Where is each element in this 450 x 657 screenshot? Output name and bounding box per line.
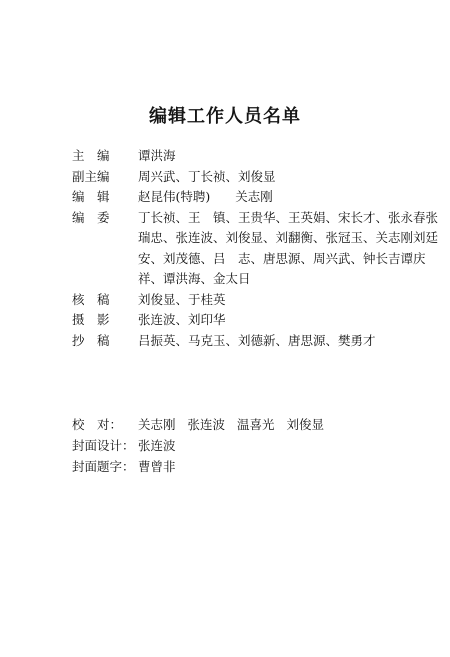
role-label: 编 辑 bbox=[72, 189, 110, 204]
credit-row-transcription bbox=[72, 331, 444, 352]
bottom-credits bbox=[72, 414, 444, 477]
role-names: 张连波、刘印华 bbox=[138, 312, 226, 327]
proofreader-name: 刘俊显 bbox=[286, 417, 325, 432]
role-label: 副主编 bbox=[72, 168, 110, 184]
credits-list bbox=[72, 146, 444, 351]
credit-row-photography bbox=[72, 310, 444, 331]
credit-row-deputy-editor bbox=[72, 167, 444, 188]
role-names: 吕振英、马克玉、刘德新、唐思源、樊勇才 bbox=[138, 332, 376, 348]
role-names: 周兴武、丁长祯、刘俊显 bbox=[138, 168, 276, 184]
proofread-label: 校 对： bbox=[72, 417, 123, 432]
role-label: 抄 稿 bbox=[72, 332, 110, 348]
proofreader-name: 温喜光 bbox=[237, 417, 275, 432]
credit-row-committee bbox=[72, 208, 444, 290]
page-title: 编辑工作人员名单 bbox=[149, 106, 301, 127]
role-names: 刘俊显、于桂英 bbox=[138, 291, 226, 307]
role-label: 主 编 bbox=[72, 148, 110, 163]
credit-row-review bbox=[72, 290, 444, 311]
role-names: 谭洪海 bbox=[138, 148, 176, 163]
credit-row-chief-editor bbox=[72, 146, 444, 167]
role-label: 核 稿 bbox=[72, 291, 110, 307]
proofreader-name: 关志刚 bbox=[138, 417, 176, 432]
cover-design-name: 张连波 bbox=[138, 438, 176, 453]
proofreader-name: 张连波 bbox=[187, 417, 226, 432]
cover-design-label: 封面设计： bbox=[72, 438, 135, 453]
role-names: 丁长祯、王 镇、王贵华、王英娟、宋长才、张永春张瑞忠、张连波、刘俊显、刘翻衡、张冠玉、关志刚刘廷安、刘茂德、吕 志、唐思源、周兴武、钟长吉谭庆祥、谭洪海、金太日 bbox=[138, 209, 439, 286]
cover-design-row bbox=[72, 435, 444, 456]
proofreader-list bbox=[138, 414, 324, 435]
cover-title-name: 曹曾非 bbox=[138, 459, 176, 474]
credit-row-editor bbox=[72, 187, 444, 208]
role-label: 摄 影 bbox=[72, 312, 110, 327]
role-label: 编 委 bbox=[72, 209, 110, 225]
proofread-row bbox=[72, 414, 444, 435]
cover-title-row bbox=[72, 456, 444, 477]
cover-title-label: 封面题字： bbox=[72, 459, 135, 474]
role-names: 赵昆伟(特聘) 关志刚 bbox=[138, 189, 273, 204]
